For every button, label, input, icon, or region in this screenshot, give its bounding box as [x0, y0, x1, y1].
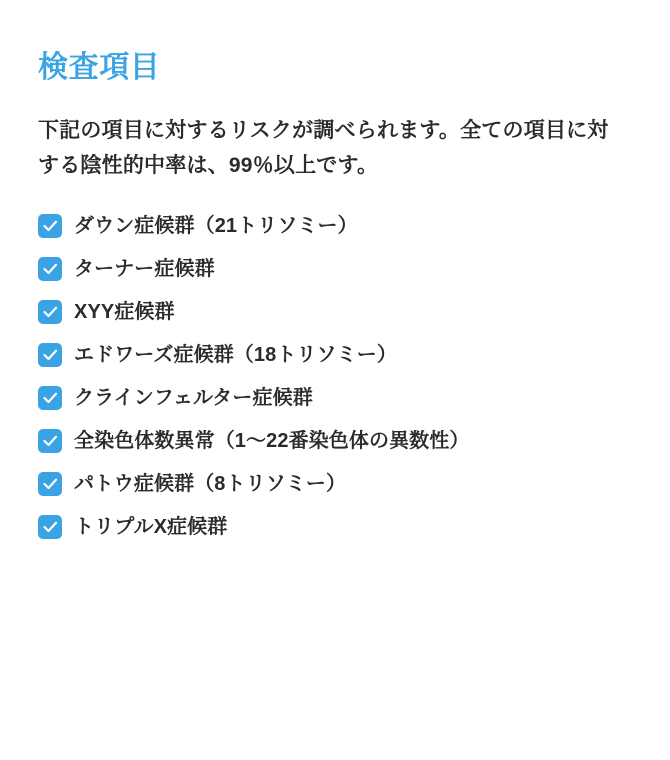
- list-item: [38, 427, 632, 456]
- check-icon: [38, 257, 62, 281]
- list-item: [38, 513, 632, 542]
- lead-paragraph: 下記の項目に対するリスクが調べられます。全ての項目に対する陰性的中率は、99％以上です。: [38, 119, 609, 178]
- test-items-list: [38, 212, 632, 542]
- list-item: [38, 341, 632, 370]
- check-icon: [38, 472, 62, 496]
- list-item-label: ダウン症候群（21トリソミー）: [74, 214, 358, 237]
- list-item: [38, 298, 632, 327]
- check-icon: [38, 300, 62, 324]
- list-item: [38, 470, 632, 499]
- list-item: [38, 255, 632, 284]
- list-item-label: 全染色体数異常（1〜22番染色体の異数性）: [74, 429, 470, 452]
- check-icon: [38, 343, 62, 367]
- check-icon: [38, 386, 62, 410]
- check-icon: [38, 515, 62, 539]
- list-item: [38, 384, 632, 413]
- check-icon: [38, 214, 62, 238]
- list-item-label: ターナー症候群: [74, 257, 215, 280]
- list-item-label: パトウ症候群（8トリソミー）: [74, 472, 347, 495]
- list-item-label: XYY症候群: [74, 300, 175, 323]
- list-item: [38, 212, 632, 241]
- list-item-label: クラインフェルター症候群: [74, 386, 313, 409]
- page-title: 検査項目: [38, 51, 161, 84]
- list-item-label: トリプルX症候群: [74, 515, 228, 538]
- list-item-label: エドワーズ症候群（18トリソミー）: [74, 343, 397, 366]
- check-icon: [38, 429, 62, 453]
